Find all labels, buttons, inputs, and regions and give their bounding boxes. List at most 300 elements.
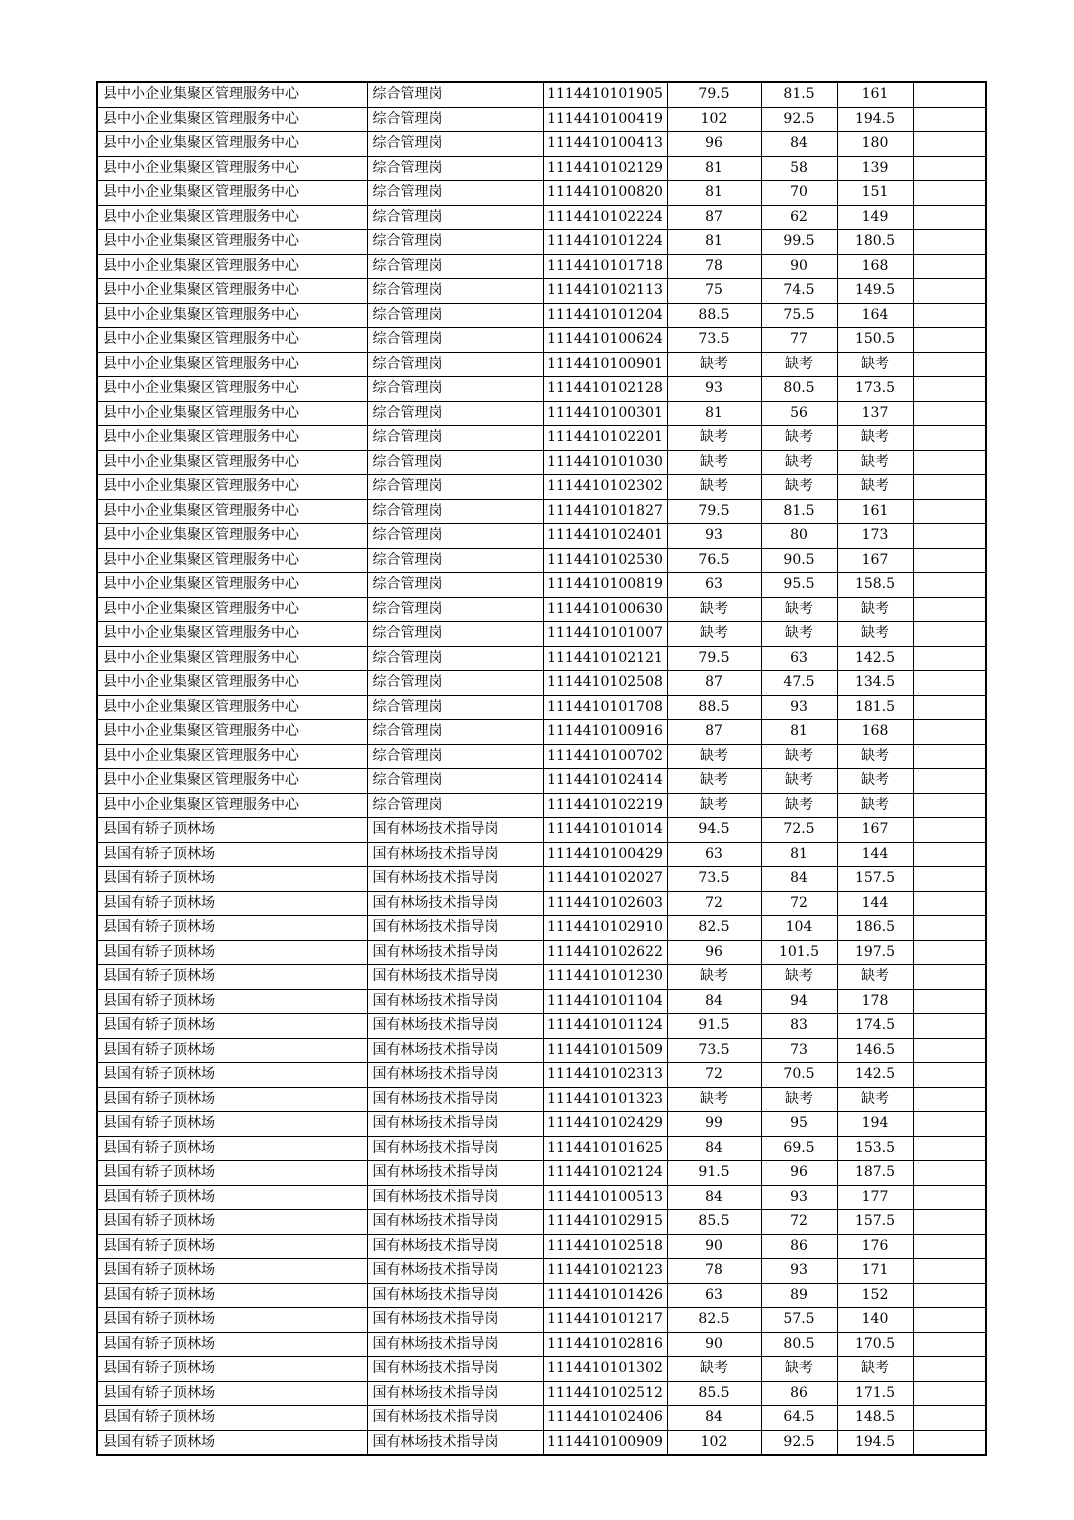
score-1-cell: 缺考 — [667, 426, 761, 451]
table-row — [97, 597, 986, 622]
total-score-cell: 157.5 — [837, 867, 913, 892]
total-score-cell: 173 — [837, 524, 913, 549]
remark-cell — [913, 1161, 986, 1186]
total-score-cell: 194.5 — [837, 107, 913, 132]
table-row — [97, 671, 986, 696]
score-2-cell: 缺考 — [761, 352, 837, 377]
exam-number-cell: 1114410101509 — [543, 1038, 667, 1063]
unit-cell: 县国有轿子顶林场 — [97, 1136, 367, 1161]
unit-cell: 县中小企业集聚区管理服务中心 — [97, 205, 367, 230]
position-cell: 国有林场技术指导岗 — [367, 1381, 543, 1406]
score-2-cell: 92.5 — [761, 1430, 837, 1455]
remark-cell — [913, 205, 986, 230]
unit-cell: 县中小企业集聚区管理服务中心 — [97, 156, 367, 181]
remark-cell — [913, 916, 986, 941]
unit-cell: 县中小企业集聚区管理服务中心 — [97, 254, 367, 279]
remark-cell — [913, 573, 986, 598]
remark-cell — [913, 156, 986, 181]
unit-cell: 县中小企业集聚区管理服务中心 — [97, 450, 367, 475]
position-cell: 国有林场技术指导岗 — [367, 1087, 543, 1112]
position-cell: 综合管理岗 — [367, 646, 543, 671]
table-row — [97, 818, 986, 843]
score-2-cell: 75.5 — [761, 303, 837, 328]
score-2-cell: 90 — [761, 254, 837, 279]
score-2-cell: 70.5 — [761, 1063, 837, 1088]
exam-number-cell: 1114410102401 — [543, 524, 667, 549]
total-score-cell: 144 — [837, 842, 913, 867]
total-score-cell: 缺考 — [837, 1087, 913, 1112]
position-cell: 综合管理岗 — [367, 695, 543, 720]
score-1-cell: 99 — [667, 1112, 761, 1137]
total-score-cell: 167 — [837, 548, 913, 573]
score-2-cell: 81.5 — [761, 82, 837, 107]
score-2-cell: 缺考 — [761, 450, 837, 475]
table-row — [97, 1087, 986, 1112]
unit-cell: 县国有轿子顶林场 — [97, 1357, 367, 1382]
table-row — [97, 279, 986, 304]
score-2-cell: 缺考 — [761, 793, 837, 818]
total-score-cell: 194.5 — [837, 1430, 913, 1455]
unit-cell: 县中小企业集聚区管理服务中心 — [97, 622, 367, 647]
score-2-cell: 93 — [761, 1259, 837, 1284]
position-cell: 综合管理岗 — [367, 352, 543, 377]
score-1-cell: 缺考 — [667, 793, 761, 818]
remark-cell — [913, 1210, 986, 1235]
remark-cell — [913, 842, 986, 867]
remark-cell — [913, 1332, 986, 1357]
unit-cell: 县国有轿子顶林场 — [97, 818, 367, 843]
score-1-cell: 81 — [667, 401, 761, 426]
total-score-cell: 178 — [837, 989, 913, 1014]
table-row — [97, 524, 986, 549]
total-score-cell: 180.5 — [837, 230, 913, 255]
score-1-cell: 72 — [667, 1063, 761, 1088]
total-score-cell: 140 — [837, 1308, 913, 1333]
unit-cell: 县国有轿子顶林场 — [97, 1038, 367, 1063]
unit-cell: 县国有轿子顶林场 — [97, 1308, 367, 1333]
remark-cell — [913, 230, 986, 255]
score-2-cell: 104 — [761, 916, 837, 941]
table-row — [97, 940, 986, 965]
table-row — [97, 156, 986, 181]
position-cell: 综合管理岗 — [367, 254, 543, 279]
exam-number-cell: 1114410101007 — [543, 622, 667, 647]
score-2-cell: 101.5 — [761, 940, 837, 965]
remark-cell — [913, 475, 986, 500]
remark-cell — [913, 1406, 986, 1431]
position-cell: 综合管理岗 — [367, 793, 543, 818]
position-cell: 国有林场技术指导岗 — [367, 1308, 543, 1333]
unit-cell: 县国有轿子顶林场 — [97, 989, 367, 1014]
total-score-cell: 134.5 — [837, 671, 913, 696]
unit-cell: 县国有轿子顶林场 — [97, 1332, 367, 1357]
total-score-cell: 171.5 — [837, 1381, 913, 1406]
remark-cell — [913, 989, 986, 1014]
position-cell: 国有林场技术指导岗 — [367, 818, 543, 843]
table-row — [97, 1136, 986, 1161]
unit-cell: 县中小企业集聚区管理服务中心 — [97, 646, 367, 671]
position-cell: 国有林场技术指导岗 — [367, 1430, 543, 1455]
unit-cell: 县中小企业集聚区管理服务中心 — [97, 352, 367, 377]
position-cell: 国有林场技术指导岗 — [367, 965, 543, 990]
remark-cell — [913, 646, 986, 671]
position-cell: 国有林场技术指导岗 — [367, 1283, 543, 1308]
unit-cell: 县中小企业集聚区管理服务中心 — [97, 499, 367, 524]
table-row — [97, 989, 986, 1014]
unit-cell: 县中小企业集聚区管理服务中心 — [97, 303, 367, 328]
total-score-cell: 158.5 — [837, 573, 913, 598]
exam-number-cell: 1114410102816 — [543, 1332, 667, 1357]
table-row — [97, 254, 986, 279]
unit-cell: 县国有轿子顶林场 — [97, 1283, 367, 1308]
score-2-cell: 92.5 — [761, 107, 837, 132]
score-2-cell: 缺考 — [761, 622, 837, 647]
score-table — [96, 81, 987, 1456]
total-score-cell: 181.5 — [837, 695, 913, 720]
total-score-cell: 151 — [837, 181, 913, 206]
unit-cell: 县中小企业集聚区管理服务中心 — [97, 720, 367, 745]
score-1-cell: 96 — [667, 132, 761, 157]
exam-number-cell: 1114410102121 — [543, 646, 667, 671]
remark-cell — [913, 1112, 986, 1137]
unit-cell: 县中小企业集聚区管理服务中心 — [97, 573, 367, 598]
position-cell: 国有林场技术指导岗 — [367, 1063, 543, 1088]
score-2-cell: 缺考 — [761, 475, 837, 500]
remark-cell — [913, 695, 986, 720]
score-1-cell: 79.5 — [667, 82, 761, 107]
score-2-cell: 缺考 — [761, 744, 837, 769]
position-cell: 综合管理岗 — [367, 548, 543, 573]
unit-cell: 县国有轿子顶林场 — [97, 842, 367, 867]
unit-cell: 县国有轿子顶林场 — [97, 940, 367, 965]
total-score-cell: 168 — [837, 720, 913, 745]
table-row — [97, 1381, 986, 1406]
table-row — [97, 1112, 986, 1137]
position-cell: 综合管理岗 — [367, 597, 543, 622]
exam-number-cell: 1114410101426 — [543, 1283, 667, 1308]
table-row — [97, 230, 986, 255]
exam-number-cell: 1114410102027 — [543, 867, 667, 892]
exam-number-cell: 1114410101323 — [543, 1087, 667, 1112]
remark-cell — [913, 867, 986, 892]
score-1-cell: 缺考 — [667, 965, 761, 990]
table-row — [97, 132, 986, 157]
position-cell: 综合管理岗 — [367, 156, 543, 181]
unit-cell: 县中小企业集聚区管理服务中心 — [97, 426, 367, 451]
score-1-cell: 91.5 — [667, 1014, 761, 1039]
score-1-cell: 缺考 — [667, 1357, 761, 1382]
position-cell: 综合管理岗 — [367, 671, 543, 696]
score-1-cell: 缺考 — [667, 597, 761, 622]
table-row — [97, 965, 986, 990]
score-1-cell: 63 — [667, 573, 761, 598]
unit-cell: 县中小企业集聚区管理服务中心 — [97, 671, 367, 696]
score-2-cell: 93 — [761, 695, 837, 720]
exam-number-cell: 1114410102414 — [543, 769, 667, 794]
position-cell: 综合管理岗 — [367, 82, 543, 107]
total-score-cell: 139 — [837, 156, 913, 181]
position-cell: 综合管理岗 — [367, 450, 543, 475]
score-2-cell: 94 — [761, 989, 837, 1014]
score-2-cell: 80.5 — [761, 1332, 837, 1357]
score-1-cell: 81 — [667, 181, 761, 206]
exam-number-cell: 1114410100513 — [543, 1185, 667, 1210]
exam-number-cell: 1114410102219 — [543, 793, 667, 818]
position-cell: 综合管理岗 — [367, 181, 543, 206]
score-2-cell: 80 — [761, 524, 837, 549]
remark-cell — [913, 1136, 986, 1161]
exam-number-cell: 1114410102302 — [543, 475, 667, 500]
table-row — [97, 107, 986, 132]
table-row — [97, 1406, 986, 1431]
score-1-cell: 缺考 — [667, 1087, 761, 1112]
position-cell: 综合管理岗 — [367, 622, 543, 647]
total-score-cell: 缺考 — [837, 965, 913, 990]
position-cell: 综合管理岗 — [367, 230, 543, 255]
position-cell: 综合管理岗 — [367, 401, 543, 426]
unit-cell: 县国有轿子顶林场 — [97, 867, 367, 892]
table-row — [97, 695, 986, 720]
exam-number-cell: 1114410100820 — [543, 181, 667, 206]
total-score-cell: 171 — [837, 1259, 913, 1284]
exam-number-cell: 1114410102518 — [543, 1234, 667, 1259]
total-score-cell: 157.5 — [837, 1210, 913, 1235]
score-2-cell: 84 — [761, 132, 837, 157]
unit-cell: 县国有轿子顶林场 — [97, 1381, 367, 1406]
unit-cell: 县国有轿子顶林场 — [97, 1259, 367, 1284]
position-cell: 国有林场技术指导岗 — [367, 989, 543, 1014]
remark-cell — [913, 254, 986, 279]
table-row — [97, 1357, 986, 1382]
score-1-cell: 96 — [667, 940, 761, 965]
table-row — [97, 1259, 986, 1284]
position-cell: 综合管理岗 — [367, 475, 543, 500]
table-row — [97, 377, 986, 402]
remark-cell — [913, 891, 986, 916]
remark-cell — [913, 303, 986, 328]
table-row — [97, 1332, 986, 1357]
remark-cell — [913, 401, 986, 426]
score-1-cell: 76.5 — [667, 548, 761, 573]
score-2-cell: 74.5 — [761, 279, 837, 304]
remark-cell — [913, 940, 986, 965]
position-cell: 综合管理岗 — [367, 769, 543, 794]
exam-number-cell: 1114410100419 — [543, 107, 667, 132]
position-cell: 国有林场技术指导岗 — [367, 1038, 543, 1063]
exam-number-cell: 1114410102530 — [543, 548, 667, 573]
unit-cell: 县国有轿子顶林场 — [97, 1234, 367, 1259]
remark-cell — [913, 352, 986, 377]
score-1-cell: 93 — [667, 377, 761, 402]
table-row — [97, 548, 986, 573]
exam-number-cell: 1114410102910 — [543, 916, 667, 941]
total-score-cell: 177 — [837, 1185, 913, 1210]
unit-cell: 县国有轿子顶林场 — [97, 1406, 367, 1431]
exam-number-cell: 1114410101230 — [543, 965, 667, 990]
unit-cell: 县中小企业集聚区管理服务中心 — [97, 107, 367, 132]
total-score-cell: 缺考 — [837, 769, 913, 794]
position-cell: 国有林场技术指导岗 — [367, 916, 543, 941]
table-row — [97, 1063, 986, 1088]
position-cell: 综合管理岗 — [367, 205, 543, 230]
position-cell: 综合管理岗 — [367, 573, 543, 598]
score-1-cell: 75 — [667, 279, 761, 304]
total-score-cell: 137 — [837, 401, 913, 426]
table-row — [97, 867, 986, 892]
exam-number-cell: 1114410100413 — [543, 132, 667, 157]
score-1-cell: 85.5 — [667, 1381, 761, 1406]
table-row — [97, 499, 986, 524]
unit-cell: 县国有轿子顶林场 — [97, 1063, 367, 1088]
score-2-cell: 90.5 — [761, 548, 837, 573]
score-2-cell: 56 — [761, 401, 837, 426]
unit-cell: 县国有轿子顶林场 — [97, 1161, 367, 1186]
score-2-cell: 93 — [761, 1185, 837, 1210]
exam-number-cell: 1114410102429 — [543, 1112, 667, 1137]
score-1-cell: 84 — [667, 1185, 761, 1210]
remark-cell — [913, 744, 986, 769]
exam-number-cell: 1114410101217 — [543, 1308, 667, 1333]
score-1-cell: 72 — [667, 891, 761, 916]
total-score-cell: 缺考 — [837, 450, 913, 475]
remark-cell — [913, 426, 986, 451]
score-1-cell: 87 — [667, 671, 761, 696]
position-cell: 国有林场技术指导岗 — [367, 1014, 543, 1039]
score-1-cell: 82.5 — [667, 916, 761, 941]
score-1-cell: 79.5 — [667, 499, 761, 524]
position-cell: 综合管理岗 — [367, 524, 543, 549]
exam-number-cell: 1114410101302 — [543, 1357, 667, 1382]
exam-number-cell: 1114410100916 — [543, 720, 667, 745]
position-cell: 综合管理岗 — [367, 377, 543, 402]
exam-number-cell: 1114410102123 — [543, 1259, 667, 1284]
score-2-cell: 62 — [761, 205, 837, 230]
score-1-cell: 102 — [667, 107, 761, 132]
score-2-cell: 63 — [761, 646, 837, 671]
position-cell: 综合管理岗 — [367, 720, 543, 745]
table-row — [97, 1210, 986, 1235]
unit-cell: 县中小企业集聚区管理服务中心 — [97, 82, 367, 107]
table-row — [97, 720, 986, 745]
score-2-cell: 99.5 — [761, 230, 837, 255]
score-2-cell: 89 — [761, 1283, 837, 1308]
position-cell: 国有林场技术指导岗 — [367, 1136, 543, 1161]
unit-cell: 县国有轿子顶林场 — [97, 1087, 367, 1112]
score-2-cell: 96 — [761, 1161, 837, 1186]
score-1-cell: 94.5 — [667, 818, 761, 843]
score-2-cell: 70 — [761, 181, 837, 206]
score-2-cell: 81.5 — [761, 499, 837, 524]
remark-cell — [913, 793, 986, 818]
remark-cell — [913, 279, 986, 304]
exam-number-cell: 1114410100909 — [543, 1430, 667, 1455]
total-score-cell: 缺考 — [837, 475, 913, 500]
total-score-cell: 142.5 — [837, 646, 913, 671]
score-1-cell: 81 — [667, 156, 761, 181]
total-score-cell: 153.5 — [837, 1136, 913, 1161]
unit-cell: 县中小企业集聚区管理服务中心 — [97, 744, 367, 769]
exam-number-cell: 1114410100702 — [543, 744, 667, 769]
score-1-cell: 73.5 — [667, 1038, 761, 1063]
score-1-cell: 63 — [667, 842, 761, 867]
score-2-cell: 缺考 — [761, 965, 837, 990]
exam-number-cell: 1114410101718 — [543, 254, 667, 279]
table-row — [97, 1308, 986, 1333]
score-2-cell: 缺考 — [761, 1087, 837, 1112]
table-row — [97, 181, 986, 206]
position-cell: 综合管理岗 — [367, 303, 543, 328]
table-row — [97, 573, 986, 598]
score-1-cell: 102 — [667, 1430, 761, 1455]
remark-cell — [913, 1234, 986, 1259]
score-2-cell: 77 — [761, 328, 837, 353]
score-1-cell: 84 — [667, 1136, 761, 1161]
score-1-cell: 90 — [667, 1234, 761, 1259]
total-score-cell: 152 — [837, 1283, 913, 1308]
position-cell: 国有林场技术指导岗 — [367, 1161, 543, 1186]
score-2-cell: 缺考 — [761, 597, 837, 622]
unit-cell: 县中小企业集聚区管理服务中心 — [97, 401, 367, 426]
table-row — [97, 205, 986, 230]
remark-cell — [913, 1357, 986, 1382]
total-score-cell: 161 — [837, 499, 913, 524]
exam-number-cell: 1114410101827 — [543, 499, 667, 524]
score-2-cell: 缺考 — [761, 769, 837, 794]
exam-number-cell: 1114410101708 — [543, 695, 667, 720]
exam-number-cell: 1114410100630 — [543, 597, 667, 622]
total-score-cell: 164 — [837, 303, 913, 328]
exam-number-cell: 1114410102603 — [543, 891, 667, 916]
remark-cell — [913, 597, 986, 622]
total-score-cell: 146.5 — [837, 1038, 913, 1063]
exam-number-cell: 1114410101124 — [543, 1014, 667, 1039]
table-row — [97, 450, 986, 475]
remark-cell — [913, 82, 986, 107]
remark-cell — [913, 132, 986, 157]
exam-number-cell: 1114410102508 — [543, 671, 667, 696]
score-2-cell: 95 — [761, 1112, 837, 1137]
total-score-cell: 174.5 — [837, 1014, 913, 1039]
score-2-cell: 缺考 — [761, 426, 837, 451]
position-cell: 国有林场技术指导岗 — [367, 1332, 543, 1357]
total-score-cell: 缺考 — [837, 622, 913, 647]
total-score-cell: 142.5 — [837, 1063, 913, 1088]
position-cell: 国有林场技术指导岗 — [367, 940, 543, 965]
table-row — [97, 744, 986, 769]
score-1-cell: 88.5 — [667, 303, 761, 328]
score-2-cell: 缺考 — [761, 1357, 837, 1382]
exam-number-cell: 1114410101104 — [543, 989, 667, 1014]
score-1-cell: 缺考 — [667, 352, 761, 377]
position-cell: 国有林场技术指导岗 — [367, 867, 543, 892]
remark-cell — [913, 1038, 986, 1063]
unit-cell: 县中小企业集聚区管理服务中心 — [97, 524, 367, 549]
exam-number-cell: 1114410100901 — [543, 352, 667, 377]
position-cell: 国有林场技术指导岗 — [367, 1234, 543, 1259]
remark-cell — [913, 524, 986, 549]
exam-number-cell: 1114410100624 — [543, 328, 667, 353]
total-score-cell: 167 — [837, 818, 913, 843]
position-cell: 国有林场技术指导岗 — [367, 1210, 543, 1235]
score-1-cell: 88.5 — [667, 695, 761, 720]
table-row — [97, 1234, 986, 1259]
remark-cell — [913, 720, 986, 745]
score-2-cell: 83 — [761, 1014, 837, 1039]
table-row — [97, 1038, 986, 1063]
position-cell: 综合管理岗 — [367, 279, 543, 304]
position-cell: 国有林场技术指导岗 — [367, 1112, 543, 1137]
exam-number-cell: 1114410102313 — [543, 1063, 667, 1088]
